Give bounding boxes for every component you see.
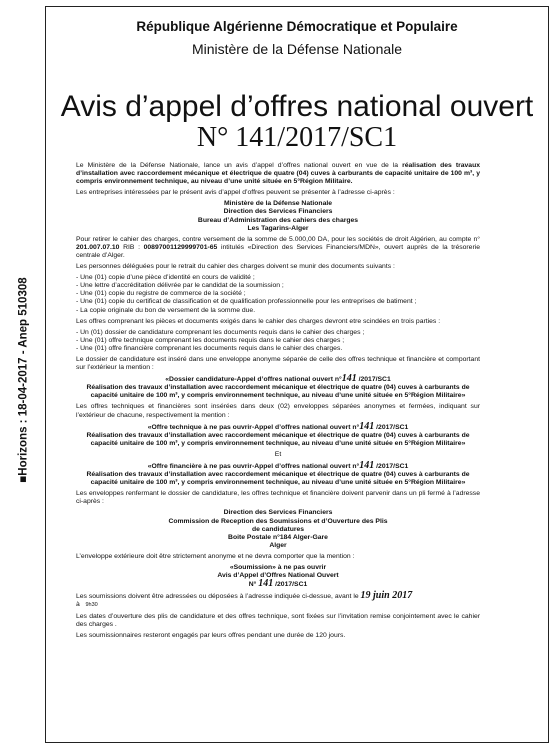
paragraph-payment: Pour retirer le cahier des charges, contre versement de la somme de 5.000,00 DA, pour les sociétés de droit Algérien, au compte n° 201.007.07.10 RIB : 00897001129999701-65 intitulés «Direction des Services Financiers/MDN», ouvert auprès de la trésorerie centrale d’Alger. — [76, 235, 480, 259]
offers-list — [76, 329, 480, 353]
intro-paragraph: Le Ministère de la Défense Nationale, lance un avis d’appel d’offres national ouvert en vue de la réalisation des travaux d’installation avec raccordement mécanique et électrique de quatre (04) cuves à carburants de capacité unitaire de 100 m³, y compris environnement technique, au niveau d’une unité située en 5°Région Militaire. — [76, 162, 480, 186]
list-item: - Une (01) offre financière comprenant les documents requis dans le cahier des charges. — [76, 344, 343, 352]
list-item: - Un (01) dossier de candidature comprenant les documents requis dans le cahier des charges ; — [76, 328, 365, 336]
paragraph-envelopes: Les offres techniques et financières sont insérées dans deux (02) enveloppes séparées anonymes et fermées, indiquant sur l’extérieur de chacune, respectivement la mention : — [76, 403, 480, 419]
paragraph-delegates: Les personnes déléguées pour le retrait du cahier des charges doivent se munir des documents suivants : — [76, 263, 395, 271]
notice-number: N° 141/2017/SC1 — [196, 122, 398, 153]
paragraph-delivery: Les enveloppes renfermant le dossier de candidature, les offres technique et financière doivent parvenir dans un pli fermé à l’adresse ci-après : — [76, 490, 480, 506]
paragraph-offers: Les offres comprenant les pièces et documents exigés dans le cahier des charges devront etre scindées en trois parties : — [76, 317, 441, 325]
list-item: - Une (01) copie d’une pièce d’identité en cours de validité ; — [76, 274, 255, 282]
address-block-2: Direction des Services Financiers Commission de Reception des Soumissions et d’Ouverture des Plis de candidatures Boite Postale n°184 Alger-Gare Alger — [168, 509, 388, 549]
deadline-time: 9h30 — [85, 602, 98, 609]
address-block-1: Ministère de la Défense Nationale Direction des Services Financiers Bureau d’Administration des cahiers des charges Les Tagarins-Alger — [197, 200, 359, 232]
mention-submission: «Soumission» à ne pas ouvrir Avis d’Appel d’Offres National Ouvert N° 141 /2017/SC1 — [217, 564, 339, 590]
paragraph-enterprises: Les entreprises intéressées par le présent avis d’appel d’offres peuvent se présenter à l’adresse ci-après : — [76, 189, 395, 197]
list-item: - Une (01) copie du registre de commerce de la société ; — [76, 290, 246, 298]
and-separator: Et — [274, 450, 282, 458]
paragraph-anonymous: L’enveloppe extérieure doit être strictement anonyme et ne devra comporter que la mention : — [76, 552, 355, 560]
documents-list — [76, 274, 480, 314]
mention-technical: «Offre technique à ne pas ouvrir-Appel d’offres national ouvert n°141 /2017/SC1 Réalisation des travaux d’installation avec raccordement mécanique et électrique de quatre (04) cuves à carburants de capacité unitaire de 100 m³, y compris environnement technique, au niveau d’une unité située en 5°Région Militaire» — [86, 420, 470, 447]
header-republic: République Algérienne Démocratique et Populaire — [136, 19, 458, 34]
list-item: - Une (01) offre technique comprenant les documents requis dans le cahier des charges ; — [76, 336, 345, 344]
paragraph-validity: Les soumissionnaires resteront engagés par leurs offres pendant une durée de 120 jours. — [76, 631, 346, 639]
list-item: - La copie originale du bon de versement de la somme due. — [76, 306, 256, 314]
header-ministry: Ministère de la Défense Nationale — [191, 41, 403, 57]
list-item: - Une (01) copie du certificat de classification et de qualification professionnelle pour les entreprises de batiment ; — [76, 298, 417, 306]
mention-financial: «Offre financière à ne pas ouvrir-Appel d’offres national ouvert n°141 /2017/SC1 Réalisation des travaux d’installation avec raccordement mécanique et électrique de quatre (04) cuves à carburants de capacité unitaire de 100 m³, y compris environnement technique, au niveau d’une unité située en 5°Région Militaire» — [86, 460, 470, 487]
notice-body — [76, 162, 480, 643]
paragraph-opening: Les dates d’ouverture des plis de candidature et des offres technique, sont fixées sur l’invitation remise conjointement avec le cahier des charges . — [76, 612, 480, 628]
paragraph-candidature: Le dossier de candidature est inséré dans une enveloppe anonyme séparée de celle des offres technique et financière et comportant sur l’extérieur la mention : — [76, 355, 480, 372]
notice-title: Avis d’appel d’offres national ouvert — [60, 90, 534, 123]
list-item: - Une lettre d’accréditation délivrée par le candidat de la soumission ; — [76, 282, 284, 290]
side-label: ■Horizons : 18-04-2017 - Anep 510308 — [18, 277, 30, 483]
paragraph-deadline: Les soumissions doivent être adressées ou déposées à l’adresse indiquée ci-dessue, avant le 19 juin 2017 à 9h30 — [76, 590, 413, 609]
mention-candidature: «Dossier candidature-Appel d’offres national ouvert n°141 /2017/SC1 Réalisation des travaux d’installation avec raccordement mécanique et électrique de quatre (04) cuves à carburants de capacité unitaire de 100 m³, y compris environnement technique, au niveau d’une unité située en 5°Région Militaire» — [86, 373, 470, 400]
deadline-date: 19 juin 2017 — [360, 590, 413, 602]
